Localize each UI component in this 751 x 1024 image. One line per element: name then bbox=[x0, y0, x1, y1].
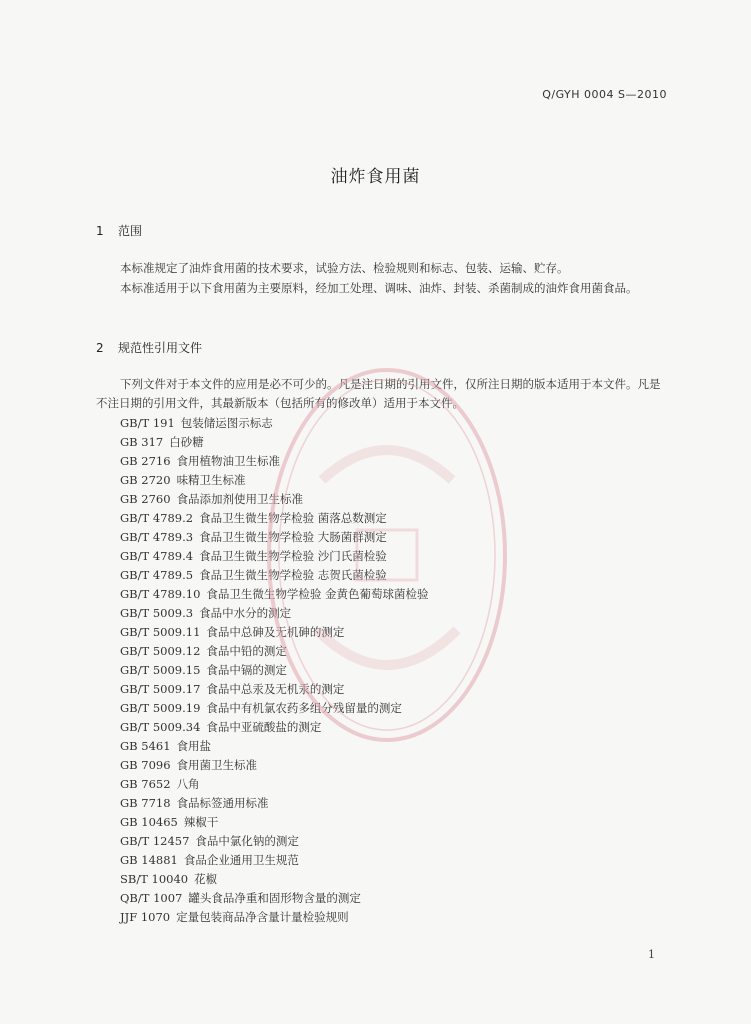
reference-title: 食用盐 bbox=[176, 739, 212, 753]
reference-code: GB/T 191 bbox=[120, 416, 175, 430]
reference-item bbox=[120, 908, 429, 927]
reference-title: 味精卫生标准 bbox=[176, 473, 246, 487]
reference-code: GB/T 5009.34 bbox=[120, 720, 201, 734]
section-number: 2 bbox=[96, 341, 104, 355]
reference-title: 食品中氯化钠的测定 bbox=[195, 834, 299, 848]
reference-title: 食品卫生微生物学检验 志贺氏菌检验 bbox=[199, 568, 387, 582]
reference-item bbox=[120, 718, 429, 737]
section-title: 规范性引用文件 bbox=[118, 341, 203, 355]
reference-title: 花椒 bbox=[194, 872, 218, 886]
reference-title: 食品中镉的测定 bbox=[206, 663, 287, 677]
scope-paragraph-2: 本标准适用于以下食用菌为主要原料，经加工处理、调味、油炸、封装、杀菌制成的油炸食用菌食品。 bbox=[120, 281, 638, 295]
reference-item bbox=[120, 509, 429, 528]
document-title: 油炸食用菌 bbox=[330, 167, 421, 187]
reference-title: 八角 bbox=[176, 777, 200, 791]
reference-code: GB/T 5009.11 bbox=[120, 625, 201, 639]
reference-code: GB/T 5009.15 bbox=[120, 663, 201, 677]
reference-title: 食用菌卫生标准 bbox=[176, 758, 258, 772]
reference-title: 包装储运图示标志 bbox=[180, 416, 273, 430]
reference-item bbox=[120, 623, 429, 642]
reference-title: 罐头食品净重和固形物含量的测定 bbox=[188, 891, 361, 905]
reference-item bbox=[120, 433, 429, 452]
reference-title: 食品中亚硫酸盐的测定 bbox=[206, 720, 322, 734]
reference-code: GB/T 12457 bbox=[120, 834, 190, 848]
reference-title: 食品中有机氯农药多组分残留量的测定 bbox=[206, 701, 402, 715]
section-number: 1 bbox=[96, 224, 104, 238]
reference-code: GB/T 4789.5 bbox=[120, 568, 194, 582]
reference-item bbox=[120, 585, 429, 604]
reference-title: 食品卫生微生物学检验 沙门氏菌检验 bbox=[199, 549, 387, 563]
reference-item bbox=[120, 661, 429, 680]
reference-item bbox=[120, 737, 429, 756]
reference-code: GB/T 4789.4 bbox=[120, 549, 194, 563]
reference-item bbox=[120, 680, 429, 699]
reference-code: GB/T 5009.12 bbox=[120, 644, 201, 658]
reference-code: GB 10465 bbox=[120, 815, 178, 829]
reference-code: GB 2716 bbox=[120, 454, 171, 468]
reference-item bbox=[120, 756, 429, 775]
reference-title: 食品标签通用标准 bbox=[176, 796, 269, 810]
page-number: 1 bbox=[648, 948, 655, 961]
reference-item bbox=[120, 604, 429, 623]
reference-code: GB/T 5009.19 bbox=[120, 701, 201, 715]
reference-code: GB/T 5009.3 bbox=[120, 606, 194, 620]
reference-code: GB/T 4789.10 bbox=[120, 587, 201, 601]
reference-code: SB/T 10040 bbox=[120, 872, 189, 886]
reference-title: 食品中铅的测定 bbox=[206, 644, 287, 658]
reference-title: 食品中总汞及无机汞的测定 bbox=[206, 682, 345, 696]
reference-code: GB/T 4789.2 bbox=[120, 511, 194, 525]
reference-item bbox=[120, 870, 429, 889]
reference-item bbox=[120, 642, 429, 661]
reference-item bbox=[120, 699, 429, 718]
section-title: 范围 bbox=[118, 224, 143, 238]
document-code: Q/GYH 0004 S—2010 bbox=[542, 88, 667, 101]
reference-title: 食品企业通用卫生规范 bbox=[183, 853, 299, 867]
reference-title: 食品卫生微生物学检验 大肠菌群测定 bbox=[199, 530, 387, 544]
reference-code: GB 2720 bbox=[120, 473, 171, 487]
references-intro-paragraph: 下列文件对于本文件的应用是必不可少的。凡是注日期的引用文件，仅所注日期的版本适用于本文件。凡是不注日期的引用文件，其最新版本（包括所有的修改单）适用于本文件。 bbox=[96, 377, 661, 410]
reference-title: 白砂糖 bbox=[169, 435, 204, 449]
reference-code: GB 5461 bbox=[120, 739, 171, 753]
reference-title: 食品添加剂使用卫生标准 bbox=[176, 492, 304, 506]
reference-title: 食用植物油卫生标准 bbox=[176, 454, 281, 468]
reference-code: GB 2760 bbox=[120, 492, 171, 506]
reference-item bbox=[120, 528, 429, 547]
reference-code: GB 14881 bbox=[120, 853, 178, 867]
reference-item bbox=[120, 889, 429, 908]
reference-item bbox=[120, 813, 429, 832]
reference-item bbox=[120, 471, 429, 490]
reference-code: GB 7096 bbox=[120, 758, 171, 772]
reference-title: 食品卫生微生物学检验 金黄色葡萄球菌检验 bbox=[206, 587, 429, 601]
reference-title: 食品中水分的测定 bbox=[199, 606, 292, 620]
section-2-heading bbox=[96, 339, 202, 356]
reference-code: GB 7652 bbox=[120, 777, 171, 791]
reference-item bbox=[120, 851, 429, 870]
reference-code: GB/T 5009.17 bbox=[120, 682, 201, 696]
reference-title: 食品中总砷及无机砷的测定 bbox=[206, 625, 345, 639]
reference-item bbox=[120, 832, 429, 851]
reference-item bbox=[120, 794, 429, 813]
reference-item bbox=[120, 490, 429, 509]
reference-item bbox=[120, 566, 429, 585]
reference-code: JJF 1070 bbox=[120, 910, 171, 924]
section-1-heading bbox=[96, 222, 142, 239]
reference-code: GB 7718 bbox=[120, 796, 171, 810]
reference-item bbox=[120, 414, 429, 433]
reference-item bbox=[120, 775, 429, 794]
scope-paragraph-1: 本标准规定了油炸食用菌的技术要求，试验方法、检验规则和标志、包装、运输、贮存。 bbox=[120, 261, 569, 275]
reference-title: 食品卫生微生物学检验 菌落总数测定 bbox=[199, 511, 387, 525]
reference-title: 定量包装商品净含量计量检验规则 bbox=[176, 910, 349, 924]
reference-code: GB/T 4789.3 bbox=[120, 530, 194, 544]
reference-item bbox=[120, 452, 429, 471]
reference-code: QB/T 1007 bbox=[120, 891, 183, 905]
reference-item bbox=[120, 547, 429, 566]
normative-reference-list bbox=[120, 414, 429, 927]
reference-code: GB 317 bbox=[120, 435, 164, 449]
reference-title: 辣椒干 bbox=[183, 815, 219, 829]
